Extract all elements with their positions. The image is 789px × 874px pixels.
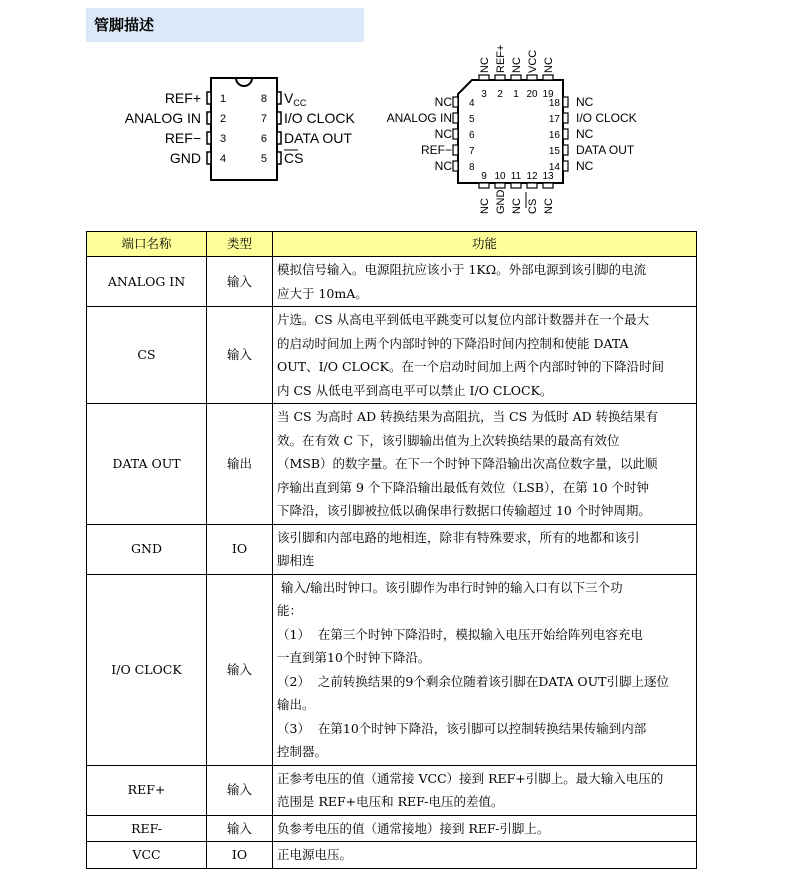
plcc-pin — [495, 183, 505, 188]
plcc-pin-number: 1 — [513, 89, 519, 100]
plcc-pin-number: 6 — [469, 130, 475, 141]
port-function-cell — [273, 257, 697, 307]
plcc-pin — [563, 161, 568, 171]
dip-pin-number: 8 — [260, 93, 267, 105]
plcc-pin — [563, 97, 568, 107]
function-line: 范围是 REF+电压和 REF-电压的差值。 — [277, 794, 504, 809]
dip-pin — [207, 152, 211, 164]
dip-pin-number: 6 — [260, 133, 267, 145]
plcc-pin-label: NC — [543, 198, 555, 214]
dip-pin — [277, 132, 281, 144]
port-name-cell: VCC — [87, 842, 207, 869]
plcc-pin — [453, 145, 458, 155]
dip-pin-label: REF− — [164, 130, 201, 146]
plcc-pin-label: NC — [511, 198, 523, 214]
function-line: 负参考电压的值（通常接地）接到 REF-引脚上。 — [277, 820, 550, 836]
plcc-pin — [495, 75, 505, 80]
function-line: 效。在有效 C 下，该引脚输出值为上次转换结果的最高有效位 — [277, 432, 620, 448]
header-type: 类型 — [207, 232, 273, 257]
function-line: 控制器。 — [277, 744, 328, 759]
plcc-pin-number: 3 — [481, 89, 487, 100]
table-row — [87, 524, 697, 574]
table-row — [87, 842, 697, 869]
function-line: （MSB）的数字量。在下一个时钟下降沿输出次高位数字量，以此顺 — [277, 456, 658, 471]
plcc-pin-number: 10 — [494, 171, 506, 182]
plcc-pin-label: NC — [543, 57, 555, 73]
dip-pin — [207, 92, 211, 104]
plcc-pin — [563, 145, 568, 155]
dip-pin-label: I/O CLOCK — [284, 110, 355, 126]
port-function-cell — [273, 574, 697, 765]
plcc-pin — [453, 129, 458, 139]
port-type-cell: 输入 — [207, 765, 273, 815]
plcc-pin-label: NC — [511, 57, 523, 73]
port-name-cell: GND — [87, 524, 207, 574]
port-type-cell: 输出 — [207, 404, 273, 525]
pinout-diagrams — [0, 0, 789, 230]
dip-pin — [207, 112, 211, 124]
plcc-pin-label: NC — [479, 198, 491, 214]
port-type-cell: 输入 — [207, 257, 273, 307]
plcc-pin — [511, 183, 521, 188]
function-line: OUT、I/O CLOCK。在一个启动时间加上两个内部时钟的下降沿时间 — [277, 359, 665, 374]
function-line: 输出。 — [277, 697, 315, 712]
function-line: 脚相连 — [277, 553, 315, 568]
plcc-pin — [543, 75, 553, 80]
plcc-pin-number: 16 — [548, 130, 560, 141]
port-name-cell: REF- — [87, 815, 207, 842]
plcc-pin-label: CS — [527, 198, 539, 214]
plcc-pin — [543, 183, 553, 188]
port-type-cell: 输入 — [207, 815, 273, 842]
plcc-pin-label: NC — [576, 127, 594, 141]
function-line: 该引脚和内部电路的地相连，除非有特殊要求，所有的地都和该引 — [277, 529, 640, 545]
plcc-pin-number: 19 — [542, 89, 554, 100]
plcc-pin-number: 5 — [469, 114, 475, 125]
port-name-cell: DATA OUT — [87, 404, 207, 525]
dip-pin-number: 2 — [220, 113, 227, 125]
dip-pin — [207, 132, 211, 144]
dip-pin-number: 3 — [220, 133, 227, 145]
port-type-cell: IO — [207, 524, 273, 574]
plcc-pin-label: NC — [434, 95, 452, 109]
plcc-pin-number: 13 — [542, 171, 554, 182]
function-line: 片选。CS 从高电平到低电平跳变可以复位内部计数器并在一个最大 — [277, 312, 650, 327]
function-line: （2） 之前转换结果的9个剩余位随着该引脚在DATA OUT引脚上逐位 — [277, 673, 669, 689]
port-name-cell: ANALOG IN — [87, 257, 207, 307]
plcc-pin-label: REF− — [420, 143, 452, 157]
table-row — [87, 574, 697, 765]
plcc-pin — [453, 97, 458, 107]
function-line: （3） 在第10个时钟下降沿，该引脚可以控制转换结果传输到内部 — [277, 720, 647, 736]
function-line: 序输出直到第 9 个下降沿输出最低有效位（LSB），在第 10 个时钟 — [277, 479, 650, 495]
function-line: 应大于 10mA。 — [277, 285, 368, 301]
function-line: 当 CS 为高时 AD 转换结果为高阻抗，当 CS 为低时 AD 转换结果有 — [277, 409, 659, 424]
plcc-pin — [527, 183, 537, 188]
table-row — [87, 765, 697, 815]
plcc-pin-label: REF+ — [495, 44, 507, 73]
plcc-pin-number: 11 — [510, 171, 522, 182]
dip-pin-number: 5 — [260, 153, 267, 165]
header-function: 功能 — [273, 232, 697, 257]
port-function-cell — [273, 307, 697, 404]
plcc-pin — [479, 75, 489, 80]
function-line: 输入/输出时钟口。该引脚作为串行时钟的输入口有以下三个功 — [277, 579, 623, 595]
table-row — [87, 815, 697, 842]
table-header-row — [87, 232, 697, 257]
port-type-cell: IO — [207, 842, 273, 869]
function-line: 一直到第10个时钟下降沿。 — [277, 650, 431, 665]
plcc-pin-number: 12 — [526, 171, 538, 182]
dip-pin-label: DATA OUT — [284, 130, 352, 146]
plcc-pin-number: 9 — [481, 171, 487, 182]
port-type-cell: 输入 — [207, 307, 273, 404]
plcc-pin-number: 15 — [548, 146, 560, 157]
plcc-pin-label: VCC — [527, 49, 539, 73]
plcc-pin-label: NC — [576, 159, 594, 173]
function-line: （1） 在第三个时钟下降沿时，模拟输入电压开始给阵列电容充电 — [277, 626, 643, 642]
dip-pin-label: ANALOG IN — [124, 110, 201, 126]
dip-pin — [277, 92, 281, 104]
port-name-cell: I/O CLOCK — [87, 574, 207, 765]
port-function-cell — [273, 765, 697, 815]
table-row — [87, 257, 697, 307]
dip-pin — [277, 112, 281, 124]
plcc-pin — [479, 183, 489, 188]
dip-pin-label: $V_{CC}$ — [284, 90, 307, 108]
plcc-pin-number: 8 — [469, 162, 475, 173]
plcc-pin-number: 7 — [469, 146, 475, 157]
plcc-pin-label: NC — [479, 57, 491, 73]
dip8-package — [125, 78, 356, 180]
plcc-pin-label: NC — [434, 159, 452, 173]
plcc-pin — [511, 75, 521, 80]
port-function-cell — [273, 524, 697, 574]
port-function-cell — [273, 404, 697, 525]
dip-pin-label: REF+ — [164, 90, 201, 106]
plcc-pin-label: GND — [495, 189, 507, 214]
port-name-cell: CS — [87, 307, 207, 404]
port-function-cell — [273, 815, 697, 842]
dip-pin-number: 7 — [260, 113, 267, 125]
dip-pin-label: CS — [284, 150, 304, 166]
plcc-pin-number: 2 — [497, 89, 503, 100]
plcc-pin — [453, 113, 458, 123]
function-line: 内 CS 从低电平到高电平可以禁止 I/O CLOCK。 — [277, 382, 553, 398]
function-line: 正参考电压的值（通常接 VCC）接到 REF+引脚上。最大输入电压的 — [277, 770, 664, 786]
plcc-pin-number: 14 — [548, 162, 560, 173]
table-row — [87, 404, 697, 525]
plcc-pin-label: ANALOG IN — [386, 111, 452, 125]
plcc-pin-label: I/O CLOCK — [576, 111, 637, 125]
plcc20-package — [387, 45, 637, 214]
plcc-pin-label: NC — [434, 127, 452, 141]
dip-pin-subscript: CC — [293, 98, 307, 108]
table-row — [87, 307, 697, 404]
dip-pin-number: 1 — [220, 93, 227, 105]
dip-pin — [277, 152, 281, 164]
port-function-cell — [273, 842, 697, 869]
plcc-pin — [453, 161, 458, 171]
function-line: 模拟信号输入。电源阻抗应该小于 1KΩ。外部电源到该引脚的电流 — [277, 262, 647, 277]
header-port-name: 端口名称 — [87, 232, 207, 257]
plcc-pin-number: 20 — [526, 89, 538, 100]
plcc-pin-number: 17 — [548, 114, 560, 125]
dip-pin-number: 4 — [220, 153, 227, 165]
plcc-pin-label: NC — [576, 95, 594, 109]
function-line: 下降沿，该引脚被拉低以确保串行数据口传输超过 10 个时钟周期。 — [277, 503, 651, 518]
dip-pin-label: GND — [169, 150, 201, 166]
section-title: 管脚描述 — [94, 16, 155, 34]
plcc-pin-label: DATA OUT — [576, 143, 635, 157]
function-line: 能： — [277, 603, 303, 618]
pin-description-table — [86, 231, 697, 869]
function-line: 的启动时间加上两个内部时钟的下降沿时间内控制和使能 DATA — [277, 335, 629, 351]
plcc-pin-number: 18 — [548, 98, 560, 109]
port-type-cell: 输入 — [207, 574, 273, 765]
plcc-pin — [563, 113, 568, 123]
plcc-pin — [563, 129, 568, 139]
function-line: 正电源电压。 — [277, 847, 353, 862]
port-name-cell: REF+ — [87, 765, 207, 815]
plcc-pin — [527, 75, 537, 80]
plcc-pin-number: 4 — [469, 98, 475, 109]
